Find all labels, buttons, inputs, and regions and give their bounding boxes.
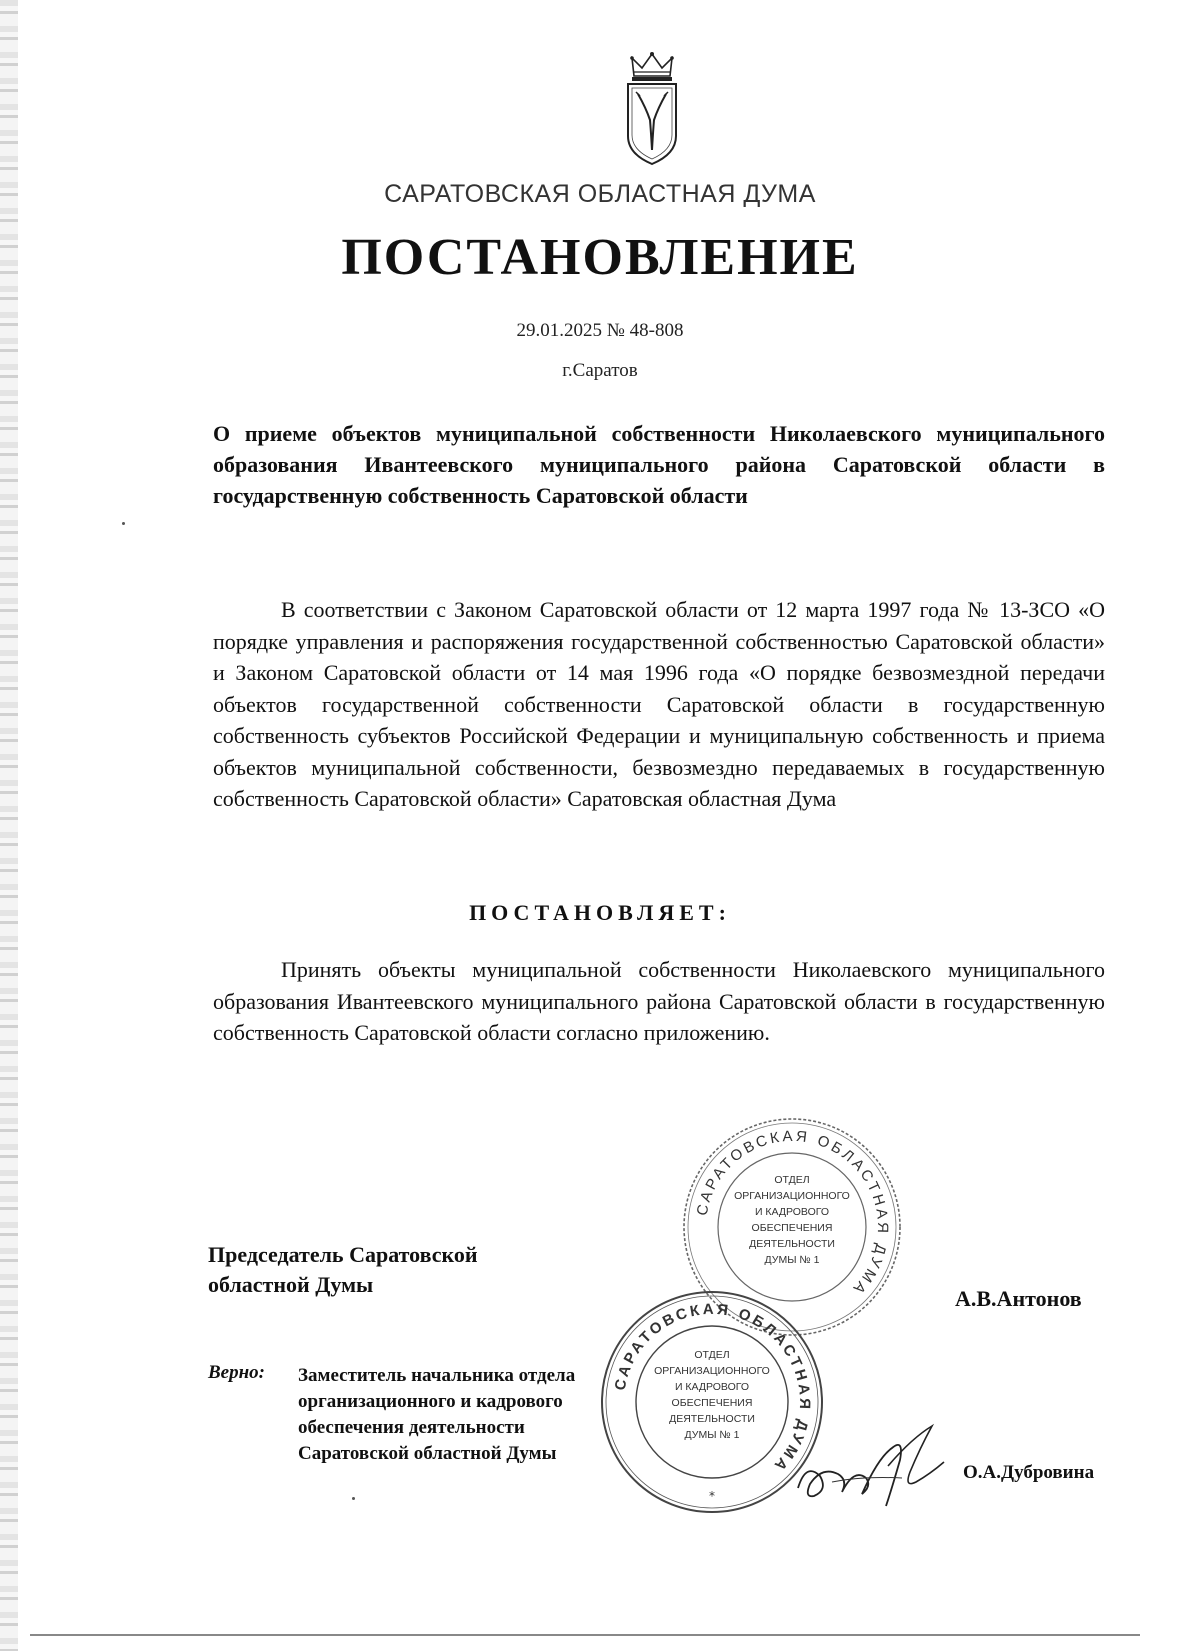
organization-name: САРАТОВСКАЯ ОБЛАСТНАЯ ДУМА (384, 180, 816, 208)
deputy-title-line: обеспечения деятельности (298, 1417, 525, 1438)
deputy-title-line: организационного и кадрового (298, 1391, 563, 1412)
certified-label: Верно: (208, 1362, 265, 1383)
stamp-line: ДЕЯТЕЛЬНОСТИ (749, 1238, 835, 1250)
stamp-line: ОТДЕЛ (694, 1349, 730, 1361)
stamp-line: ОТДЕЛ (774, 1174, 810, 1186)
deputy-title-line: Саратовской областной Думы (298, 1443, 557, 1464)
document-city: г.Саратов (562, 360, 638, 381)
stamp-line: ДУМЫ № 1 (684, 1429, 740, 1441)
handwritten-signature (792, 1418, 948, 1510)
svg-text:*: * (709, 1489, 715, 1503)
preamble-paragraph: В соответствии с Законом Саратовской области от 12 марта 1997 года № 13-ЗСО «О порядке управления и распоряжения государственной собственностью Саратовской области» и Законом Саратовской области от 14 мая 1996 года «О порядке безвозмездной передачи объектов государственной собственности Саратовской области в государственную собственность субъектов Российской Федерации и муниципальную собственность и приема объектов муниципальной собственности, безвозмездно передаваемых в государственную собственность Саратовской области» Саратовская областная Дума (213, 597, 1105, 811)
chairman-name: А.В.Антонов (955, 1286, 1082, 1311)
document-type-title: ПОСТАНОВЛЕНИЕ (341, 229, 859, 286)
stamp-line: ОБЕСПЕЧЕНИЯ (671, 1397, 753, 1409)
deputy-title-line: Заместитель начальника отдела (298, 1365, 576, 1386)
stamp-line: ДУМЫ № 1 (764, 1254, 820, 1266)
stamp-line: И КАДРОВОГО (754, 1206, 830, 1218)
decision-paragraph: Принять объекты муниципальной собственности Николаевского муниципального образования Ивантеевского муниципального района Саратовской области в государственную собственность Саратовской области согласно приложению. (213, 957, 1105, 1045)
stamp-line: ДЕЯТЕЛЬНОСТИ (669, 1413, 755, 1425)
document-date-number: 29.01.2025 № 48-808 (516, 320, 684, 341)
resolves-heading: ПОСТАНОВЛЯЕТ: (469, 900, 731, 925)
deputy-name: О.А.Дубровина (963, 1462, 1095, 1483)
stamp-ring-text: САРАТОВСКАЯ ОБЛАСТНАЯ ДУМА (611, 1300, 814, 1476)
scan-bottom-edge (30, 1634, 1140, 1636)
document-subject: О приеме объектов муниципальной собственности Николаевского муниципального образования Ивантеевского муниципального района Саратовской области в государственную собственность Саратовской области (213, 421, 1105, 508)
stamp-line: И КАДРОВОГО (674, 1381, 750, 1393)
stamp-line: ОРГАНИЗАЦИОННОГО (734, 1190, 850, 1202)
coat-of-arms-icon (624, 50, 680, 168)
stamp-line: ОРГАНИЗАЦИОННОГО (654, 1365, 770, 1377)
scan-speck (352, 1497, 355, 1500)
scan-speck (122, 522, 125, 525)
stamp-line: ОБЕСПЕЧЕНИЯ (751, 1222, 833, 1234)
stamp-ring-text: САРАТОВСКАЯ ОБЛАСТНАЯ ДУМА (693, 1127, 892, 1299)
chairman-title: Председатель Саратовской областной Думы (208, 1242, 478, 1297)
